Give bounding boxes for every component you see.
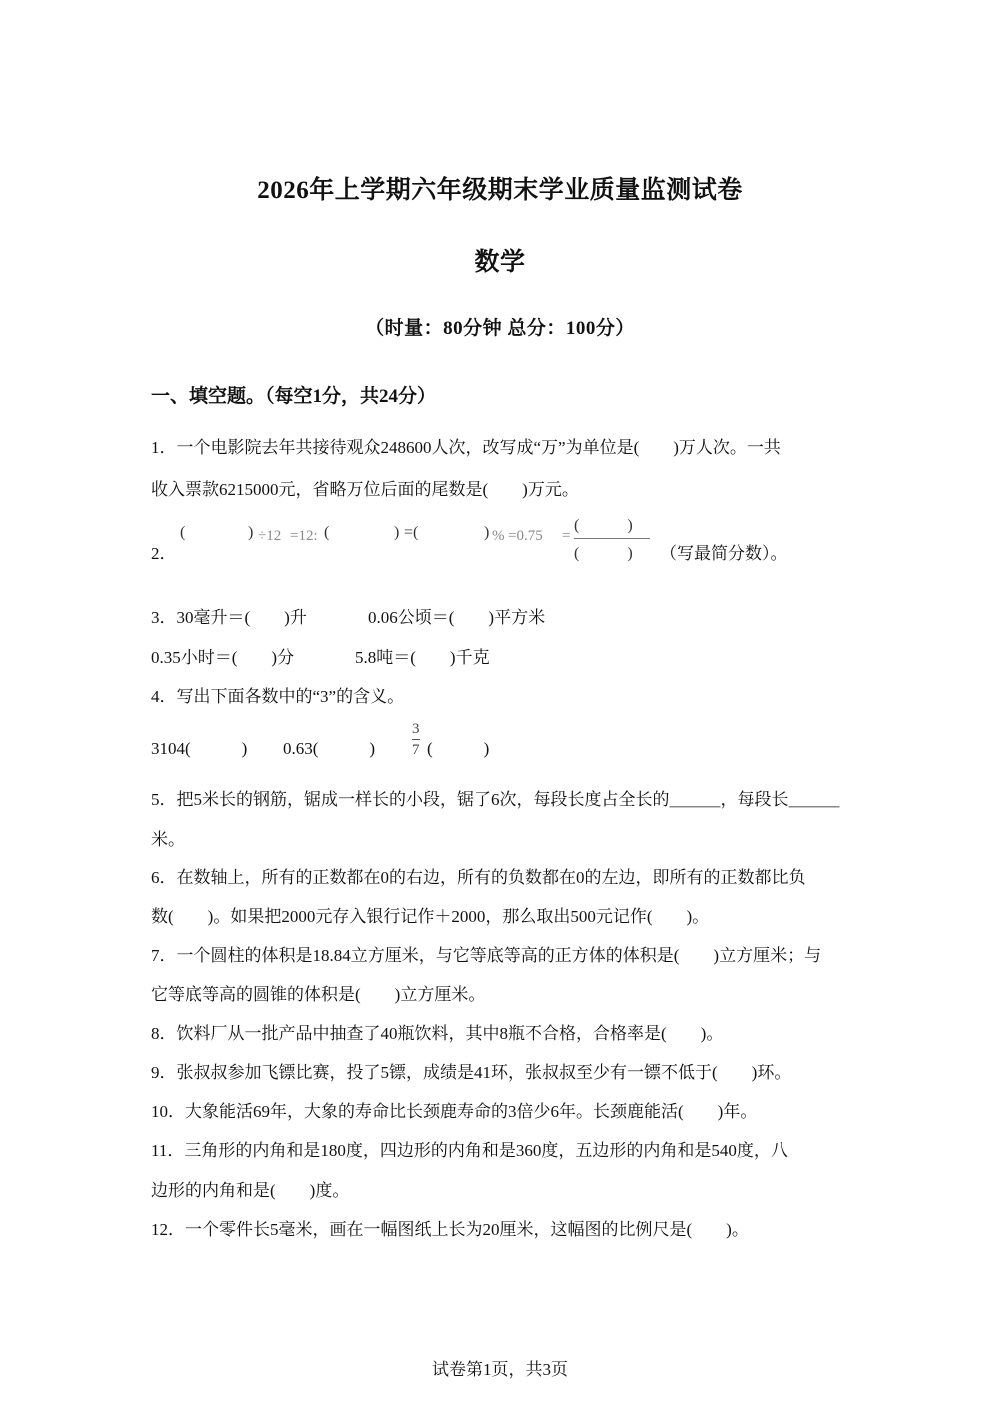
fraction-denominator: ( ): [574, 545, 633, 562]
question-2-suffix: （写最简分数）。: [660, 544, 788, 563]
fraction-numerator: ( ): [574, 517, 633, 534]
formula-divide-12: ÷12: [258, 528, 282, 544]
question-4-item-c: ( ): [427, 739, 490, 758]
formula-paren-close-2: ): [394, 524, 400, 541]
fraction-3-7: [412, 720, 420, 759]
question-6-line-1: 6．在数轴上，所有的正数都在0的右边，所有的负数都在0的左边，即所有的正数都比负: [151, 868, 806, 887]
formula-equals-fraction: =: [562, 528, 571, 544]
question-11-line-1: 11．三角形的内角和是180度，四边形的内角和是360度，五边形的内角和是540度，八: [151, 1141, 788, 1160]
fraction-bar: [574, 538, 650, 539]
question-4-item-b: 0.63( ): [283, 739, 376, 758]
formula-paren-close-3: ): [484, 524, 490, 541]
question-5-line-1: 5．把5米长的钢筋，锯成一样长的小段，锯了6次，每段长度占全长的＿＿＿，每段长＿＿＿: [151, 790, 840, 809]
question-5-line-2: 米。: [151, 830, 185, 849]
question-3-item-a: 3．30毫升＝( )升: [151, 608, 307, 627]
fraction-bar: [412, 739, 420, 740]
subject-title: 数学: [474, 249, 526, 276]
question-12: 12．一个零件长5毫米，画在一幅图纸上长为20厘米，这幅图的比例尺是( )。: [151, 1220, 749, 1239]
question-8: 8．饮料厂从一批产品中抽查了40瓶饮料，其中8瓶不合格，合格率是( )。: [151, 1024, 724, 1043]
question-7-line-2: 它等底等高的圆锥的体积是( )立方厘米。: [151, 985, 486, 1004]
exam-info: （时量：80分钟 总分：100分）: [365, 318, 635, 339]
question-2-number: 2．: [151, 544, 177, 563]
question-7-line-1: 7．一个圆柱的体积是18.84立方厘米，与它等底等高的正方体的体积是( )立方厘米；与: [151, 946, 822, 965]
formula-paren-close-1: ): [248, 524, 254, 541]
formula-paren-open-1: (: [180, 524, 186, 541]
formula-equals-paren-3: =(: [404, 524, 419, 541]
question-4-line-1: 4．写出下面各数中的“3”的含义。: [151, 687, 405, 706]
fraction-denominator: 7: [412, 742, 420, 758]
formula-equals-ratio: =12:: [290, 528, 318, 544]
question-10: 10．大象能活69年，大象的寿命比长颈鹿寿命的3倍少6年。长颈鹿能活( )年。: [151, 1102, 758, 1121]
question-11-line-2: 边形的内角和是( )度。: [151, 1181, 350, 1200]
question-4-fraction: [410, 722, 422, 761]
question-6-line-2: 数( )。如果把2000元存入银行记作＋2000，那么取出500元记作( )。: [151, 907, 710, 926]
question-4-item-a: 3104( ): [151, 739, 248, 758]
question-1-line-1: 1．一个电影院去年共接待观众248600人次，改写成“万”为单位是( )万人次。一共: [151, 438, 781, 457]
question-3-item-b: 0.06公顷＝( )平方米: [368, 608, 546, 627]
formula-equals-075: =0.75: [508, 528, 543, 544]
question-3-item-d: 5.8吨＝( )千克: [355, 648, 490, 667]
question-9: 9．张叔叔参加飞镖比赛，投了5镖，成绩是41环，张叔叔至少有一镖不低于( )环。: [151, 1063, 792, 1082]
fraction-numerator: 3: [412, 721, 420, 737]
question-3-item-c: 0.35小时＝( )分: [151, 648, 295, 667]
formula-paren-open-2: (: [324, 524, 330, 541]
question-2-formula: [176, 517, 656, 564]
formula-percent: %: [492, 528, 505, 544]
exam-title: 2026年上学期六年级期末学业质量监测试卷: [257, 177, 743, 204]
section-heading: 一、填空题。（每空1分，共24分）: [151, 386, 437, 407]
question-1-line-2: 收入票款6215000元，省略万位后面的尾数是( )万元。: [151, 480, 579, 499]
page-footer: 试卷第1页，共3页: [432, 1360, 568, 1379]
